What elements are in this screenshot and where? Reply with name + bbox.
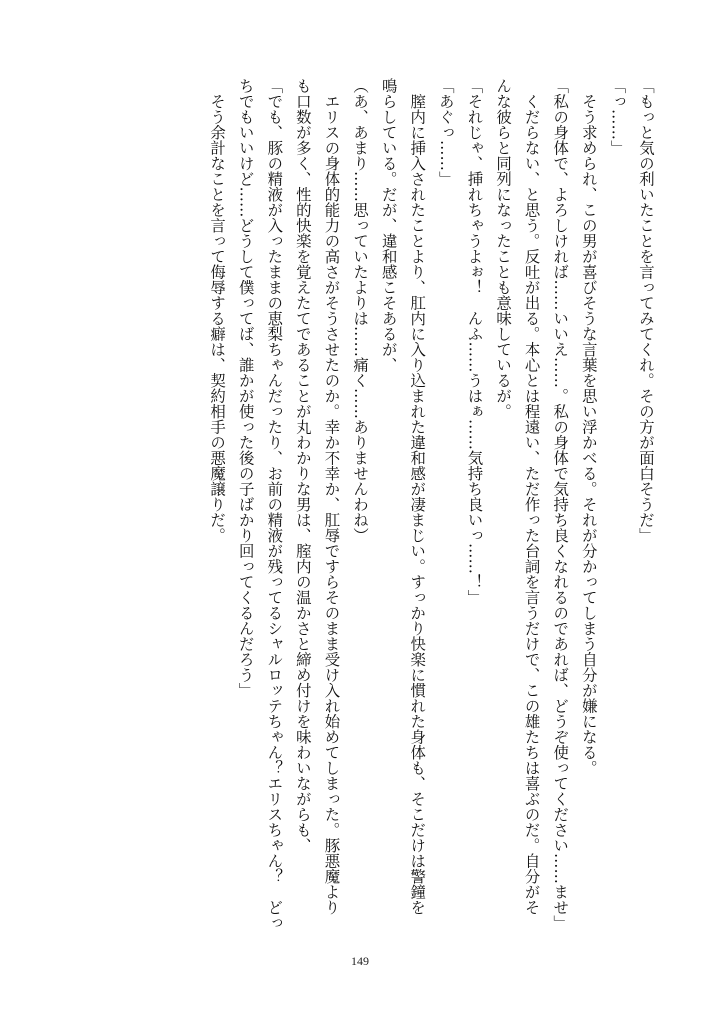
text-line: も口数が多く、性的快楽を覚えたてであることが丸わかりな男は、腟内の温かさと締め付けを味わいながらも、 bbox=[293, 78, 312, 853]
text-line: 「あぐっ……」 bbox=[436, 78, 455, 187]
text-line: エリスの身体的能力の高さがそうさせたのか。幸か不幸か、肛辱ですらそのまま受け入れ始めてしまった。豚悪魔より bbox=[322, 78, 341, 915]
text-line: 「それじゃ、挿れちゃうよぉ！ んふ……うはぁ……気持ち良いっ……！」 bbox=[465, 78, 484, 605]
text-line: （あ、あまり……思っていたよりは……痛く……ありませんわね） bbox=[351, 78, 370, 543]
text-line: 「でも、豚の精液が入ったままの恵梨ちゃんだったり、お前の精液が残ってるシャルロッテちゃん？エリスちゃん？ どっ bbox=[265, 78, 284, 931]
text-line: 「もっと気の利いたことを言ってみてくれ。その方が面白そうだ」 bbox=[637, 78, 655, 543]
text-line: 「っ……」 bbox=[608, 78, 627, 156]
text-line: そう求められ、この男が喜びそうな言葉を思い浮かべる。それが分かってしまう自分が嫌になる。 bbox=[579, 78, 598, 776]
page-number: 149 bbox=[351, 954, 369, 968]
text-line: ちでもいいけど……どうして僕ってば、誰かが使った後の子ばかり回ってくるんだろう」 bbox=[236, 78, 255, 698]
text-line: くだらない、と思う。反吐が出る。本心とは程遠い、ただ作った台詞を言うだけで、この雄たちは喜ぶのだ。自分がそ bbox=[522, 78, 541, 915]
text-line: 「私の身体で、よろしければ……いいえ……。私の身体で気持ち良くなれるのであれば、どうぞ使ってください……ませ」 bbox=[551, 78, 570, 931]
text-line: 鳴らしている。だが、違和感こそあるが、 bbox=[379, 78, 398, 373]
text-line: 膣内に挿入されたことより、肛内に入り込まれた違和感が凄まじい。すっかり快楽に慣れた身体も、そこだけは警鐘を bbox=[408, 78, 427, 915]
text-line: そう余計なことを言って侮辱する癖は、契約相手の悪魔譲りだ。 bbox=[208, 78, 227, 543]
vertical-text-body bbox=[60, 78, 660, 938]
text-line: んな彼らと同列になったことも意味しているが。 bbox=[494, 78, 513, 419]
